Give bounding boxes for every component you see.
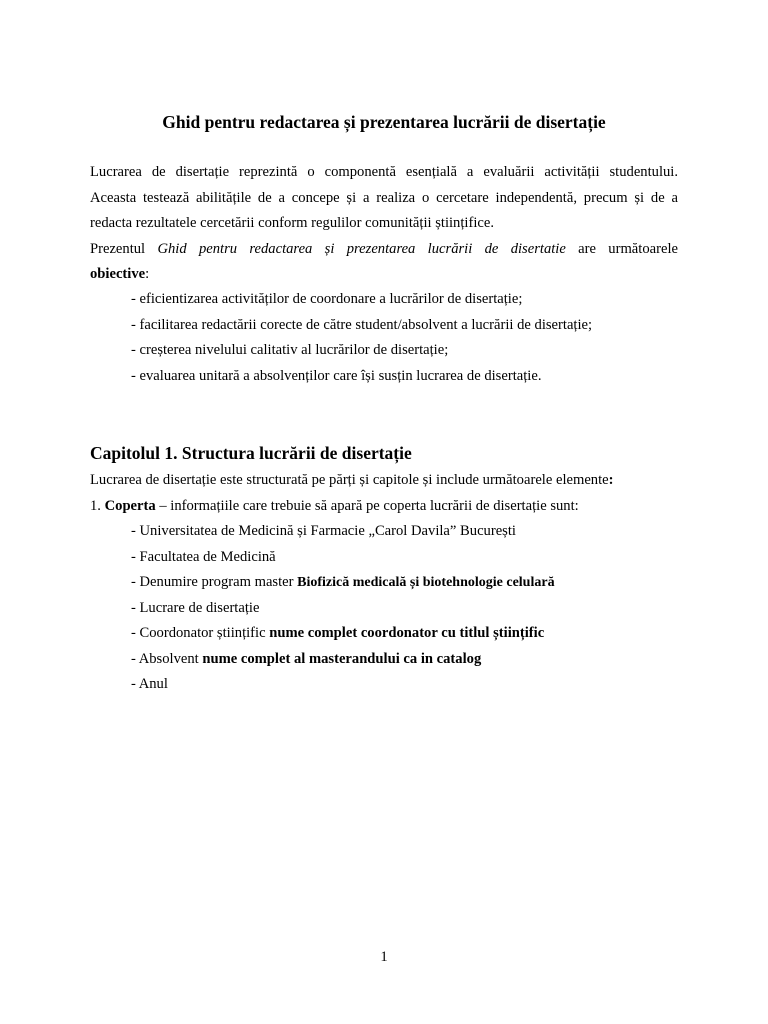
list-item: - creșterea nivelului calitativ al lucrărilor de disertație; [131, 342, 449, 358]
objectives-list [131, 287, 691, 389]
cover-item-line [90, 494, 678, 520]
intro-line-4-prefix: Prezentul [90, 240, 146, 257]
list-item [131, 519, 691, 545]
cover-item-bold: Biofizică medicală și biotehnologie celulară [297, 575, 555, 590]
intro-line-4 [90, 237, 678, 263]
chapter-intro [90, 468, 678, 519]
chapter-intro-colon: : [608, 472, 614, 488]
chapter-intro-text: Lucrarea de disertație este structurată pe părți și capitole și include următoarele elemente [90, 472, 609, 488]
objectives-colon: : [145, 266, 150, 282]
list-item [131, 672, 691, 698]
list-item: - eficientizarea activităților de coordonare a lucrărilor de disertație; [131, 291, 523, 307]
list-item: - evaluarea unitară a absolvenților care își susțin lucrarea de disertație. [131, 367, 542, 384]
list-item [131, 570, 691, 596]
intro-line-1: Lucrarea de disertație reprezintă o componentă esențială a evaluării activității studentului. [90, 164, 678, 180]
document-title: Ghid pentru redactarea și prezentarea lucrării de disertație [162, 112, 606, 132]
list-item [131, 621, 691, 647]
item-number: 1. [90, 497, 101, 514]
intro-line-5 [90, 262, 678, 288]
chapter-heading: Capitolul 1. Structura lucrării de disertație [90, 443, 412, 463]
cover-item-text: - Universitatea de Medicină și Farmacie „Carol Davila” București [131, 523, 516, 539]
page-number: 1 [380, 949, 388, 965]
intro-paragraph [90, 160, 678, 288]
list-item [131, 647, 691, 673]
cover-item-text: - Absolvent [131, 650, 203, 667]
list-item: - facilitarea redactării corecte de către student/absolvent a lucrării de disertație; [131, 316, 593, 333]
chapter-intro-line [90, 468, 678, 494]
guide-title-italic: Ghid pentru redactarea și prezentarea lucrării de disertatie [157, 240, 566, 257]
cover-item-bold: nume complet al masterandului ca in catalog [202, 650, 482, 667]
objectives-label: obiective [90, 266, 146, 282]
cover-item-text: - Denumire program master [131, 574, 298, 590]
cover-item-text: - Coordonator științific [131, 625, 270, 641]
intro-line-4-suffix: are următoarele [578, 240, 678, 257]
intro-line-2: Aceasta testează abilitățile de a concepe și a realiza o cercetare independentă, precum și de a [90, 189, 678, 206]
cover-label: Coperta [104, 497, 156, 514]
cover-items-list [131, 519, 691, 698]
cover-item-bold: nume complet coordonator cu titlul științific [269, 625, 545, 641]
cover-description: – informațiile care trebuie să apară pe coperta lucrării de disertație sunt: [155, 497, 579, 514]
cover-item-text: - Lucrare de disertație [131, 599, 260, 616]
cover-item-text: - Facultatea de Medicină [131, 548, 276, 565]
list-item [131, 596, 691, 622]
intro-line-3: redacta rezultatele cercetării conform regulilor comunității științifice. [90, 215, 494, 231]
cover-item-text: - Anul [131, 676, 168, 692]
list-item [131, 545, 691, 571]
